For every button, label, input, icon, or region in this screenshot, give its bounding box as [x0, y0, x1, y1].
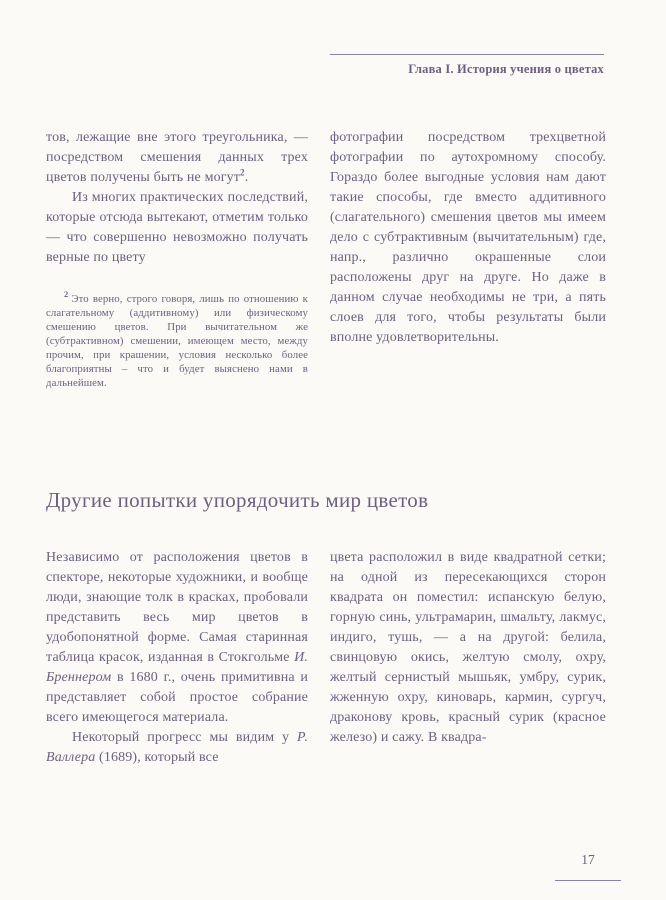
author-name: И. Бреннером: [46, 650, 308, 685]
footnote-marker: 2: [64, 289, 69, 300]
paragraph-text: Некоторый прогресс мы видим у: [72, 730, 298, 745]
top-left-column: [46, 128, 308, 268]
footnote-text: Это верно, строго говоря, лишь по отношению к слагательному (аддитивному) или физическому смешению цветов. При вычитательном же (субтрактивном) смешении, имеющем место, между прочим, при крашении, условия несколько более благоприятны – что и будет выяснено нами в дальнейшем.: [46, 293, 308, 389]
paragraph-text: фотографии посредством трехцветной фотографии по аутохромному способу. Гораздо более выгодные условия нам дают такие способы, где вместо аддитивного (слагательного) смешения цветов мы имеем дело с субтрактивным (вычитательным) где, напр., различно окрашенные слои расположены друг на друге. Но даже в данном случае необходимы не три, а пять слоев для того, чтобы результаты были вполне удовлетворительны.: [330, 130, 606, 345]
paragraph-text: .: [244, 170, 249, 185]
paragraph: [330, 548, 606, 748]
paragraph-text: (1689), который все: [95, 750, 219, 765]
bottom-right-column: [330, 548, 606, 748]
chapter-header-text: Глава I. История учения о цветах: [408, 62, 604, 76]
paragraph-text: Независимо от расположения цветов в спекторе, некоторые художники, и вообще люди, знающие толк в красках, пробовали представить весь мир цветов в удобопонятной форме. Самая старинная таблица красок, изданная в Стокгольме: [46, 550, 308, 665]
top-right-column: [330, 128, 606, 348]
paragraph: [46, 188, 308, 268]
paragraph: [46, 128, 308, 188]
paragraph-text: тов, лежащие вне этого треугольника, — посредством смешения данных трех цветов получены быть не могут: [46, 130, 308, 185]
page-number: 17: [581, 852, 595, 867]
page-number-rule: [555, 880, 621, 881]
paragraph-text: Из многих практических последствий, которые отсюда вытекают, отметим только — что совершенно невозможно получать верные по цвету: [46, 190, 308, 265]
section-heading: Другие попытки упорядочить мир цветов: [46, 488, 429, 512]
bottom-left-column: [46, 548, 308, 768]
footnote-reference: 2: [240, 167, 245, 178]
paragraph-text: в 1680 г., очень примитивна и представляет собой простое собрание всего имеющегося материала.: [46, 670, 308, 725]
paragraph: [46, 728, 308, 768]
author-name: Р. Валлера: [46, 730, 308, 765]
paragraph: [330, 128, 606, 348]
paragraph-text: цвета расположил в виде квадратной сетки; на одной из пересекающихся сторон квадрата он поместил: испанскую белую, горную синь, ультрамарин, шмальту, лакмус, индиго, тушь, — а на другой: белила, свинцовую окись, желтую смолу, охру, желтый сернистый мышьяк, умбру, сурик, жженную охру, киноварь, кармин, сургуч, драконову кровь, красный сурик (красное железо) и сажу. В квадра-: [330, 550, 606, 745]
chapter-header: [330, 54, 604, 77]
footnote: [46, 289, 308, 390]
paragraph: [46, 548, 308, 728]
